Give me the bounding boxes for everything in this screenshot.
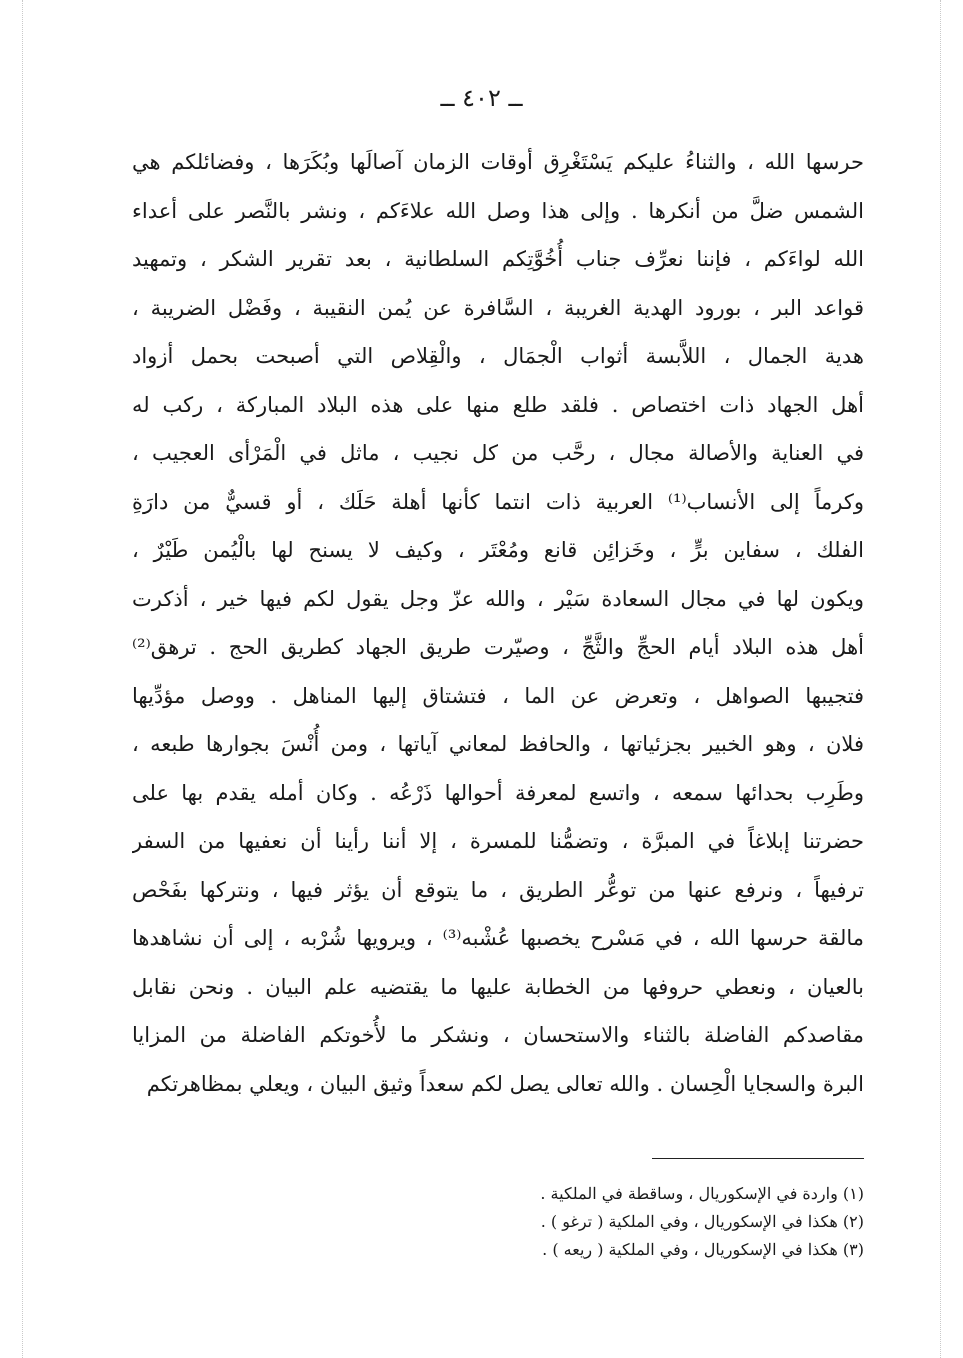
text-line: الفلك ، سفاين برٍّ ، وخَزائِن قانع ومُعْتَر ، وكيف لا يسنح لها بالْيُمن طَيْرٌ ، bbox=[132, 538, 864, 562]
text-line: البرة والسجايا الْحِسان . والله تعالى يصل لكم سعداً وثيق البيان ، ويعلي بمظاهرتكم bbox=[146, 1071, 864, 1096]
page-edge-right bbox=[940, 0, 941, 1358]
text-line: الله لواءَكم ، فإننا نعرِّف جناب أُخُوَّتِكم السلطانية ، بعد تقرير الشكر ، وتمهيد bbox=[132, 247, 864, 271]
text-line: الشمس ضلَّ من أنكرها . وإلى هذا وصل الله علاءَكم ، ونشر بالنَّصر على أعداء bbox=[132, 198, 864, 223]
text-line: هدية الجمال ، اللاَّبسة أثواب الْجمَال ، والْقِلاص التي أصبحت بحمل أزواد bbox=[132, 344, 864, 368]
text-line: في العناية والأصالة مجال ، رحَّب من كل نجيب ، ماثل في الْمَرْأى العجيب ، bbox=[132, 441, 864, 465]
text-line: فلان ، وهو الخبير بجزئياتها ، والحافظ لمعاني آياتها ، ومن أُنْسَ بجوارها طبعه ، bbox=[132, 732, 864, 756]
text-line: أهل هذه البلاد أيام الحجِّ والثَّجِّ ، وصيّرت طريق الجهاد كطريق الحج . ترهق⁽²⁾ bbox=[132, 635, 864, 659]
text-line: فتجيبها الصواهل ، وتعرض عن الما ، فتشتاق إليها المناهل . ووصل مؤدِّيها bbox=[132, 683, 864, 708]
page-edge-left bbox=[22, 0, 23, 1358]
text-line: بالعيان ، ونعطي حروفها من الخطابة عليها ما يقتضيه علم البيان . ونحن نقابل bbox=[132, 974, 864, 999]
text-line: حرسها الله ، والثناءُ عليكم يَسْتَغْرِق أوقات الزمان آصالَها وبُكَرَها ، وفضائلكم هي bbox=[132, 150, 864, 174]
text-line: قواعد البر ، بورود الهدية الغريبة ، السَّافرة عن يُمن النقيبة ، وفَضْل الضريبة ، bbox=[132, 295, 864, 320]
page-number: ــ ٤٠٢ ــ bbox=[440, 84, 523, 112]
text-line: وكرماً إلى الأنساب⁽¹⁾ العربية ذات انتما كأنها أهلة حَلَك ، أو قسيٌّ من دارَةِ bbox=[132, 489, 864, 514]
text-line: مقاصدكم الفاضلة بالثناء والاستحسان ، ونشكر ما لأُخوتكم الفاضلة من المزايا bbox=[132, 1023, 864, 1047]
footnote-3: (٣) هكذا في الإسكوريال ، وفي الملكية ( ريعه ) . bbox=[542, 1240, 864, 1259]
text-line: وطَرِب بحدائها سمعه ، واتسع لمعرفة أحوالها ذَرْعُه . وكان أمله يقدم بها على bbox=[132, 780, 864, 805]
footnote-1: (١) واردة في الإسكوريال ، وساقطة في الملكية . bbox=[540, 1184, 864, 1203]
text-line: ويكون لها في مجال السعادة سَيْر ، والله عزّ وجل يقول لكم فيها خير ، أذكرت bbox=[132, 586, 864, 611]
text-line: حضرتنا إبلاغاً في المبرَّة ، وتضمُّنا للمسرة ، إلا أننا رأينا أن نعفيها من السفر bbox=[132, 829, 864, 853]
footnote-separator bbox=[652, 1158, 864, 1159]
text-line: ترفيهاً ، ونرفع عنها من توعُّر الطريق ، ما يتوقع أن يؤثر فيها ، ونتركها بفَحْص bbox=[132, 877, 864, 902]
body-text bbox=[132, 138, 864, 1108]
text-line: أهل الجهاد ذات اختصاص . فلقد طلع منها على هذه البلاد المباركة ، ركب له bbox=[132, 392, 864, 417]
text-line: مالقة حرسها الله ، في مَسْرح يخصبها عُشْبه⁽³⁾ ، ويرويها شُرْبه ، إلى أن نشاهدها bbox=[132, 926, 864, 950]
footnote-2: (٢) هكذا في الإسكوريال ، وفي الملكية ( ترغو ) . bbox=[540, 1212, 864, 1231]
footnotes bbox=[300, 1180, 864, 1264]
